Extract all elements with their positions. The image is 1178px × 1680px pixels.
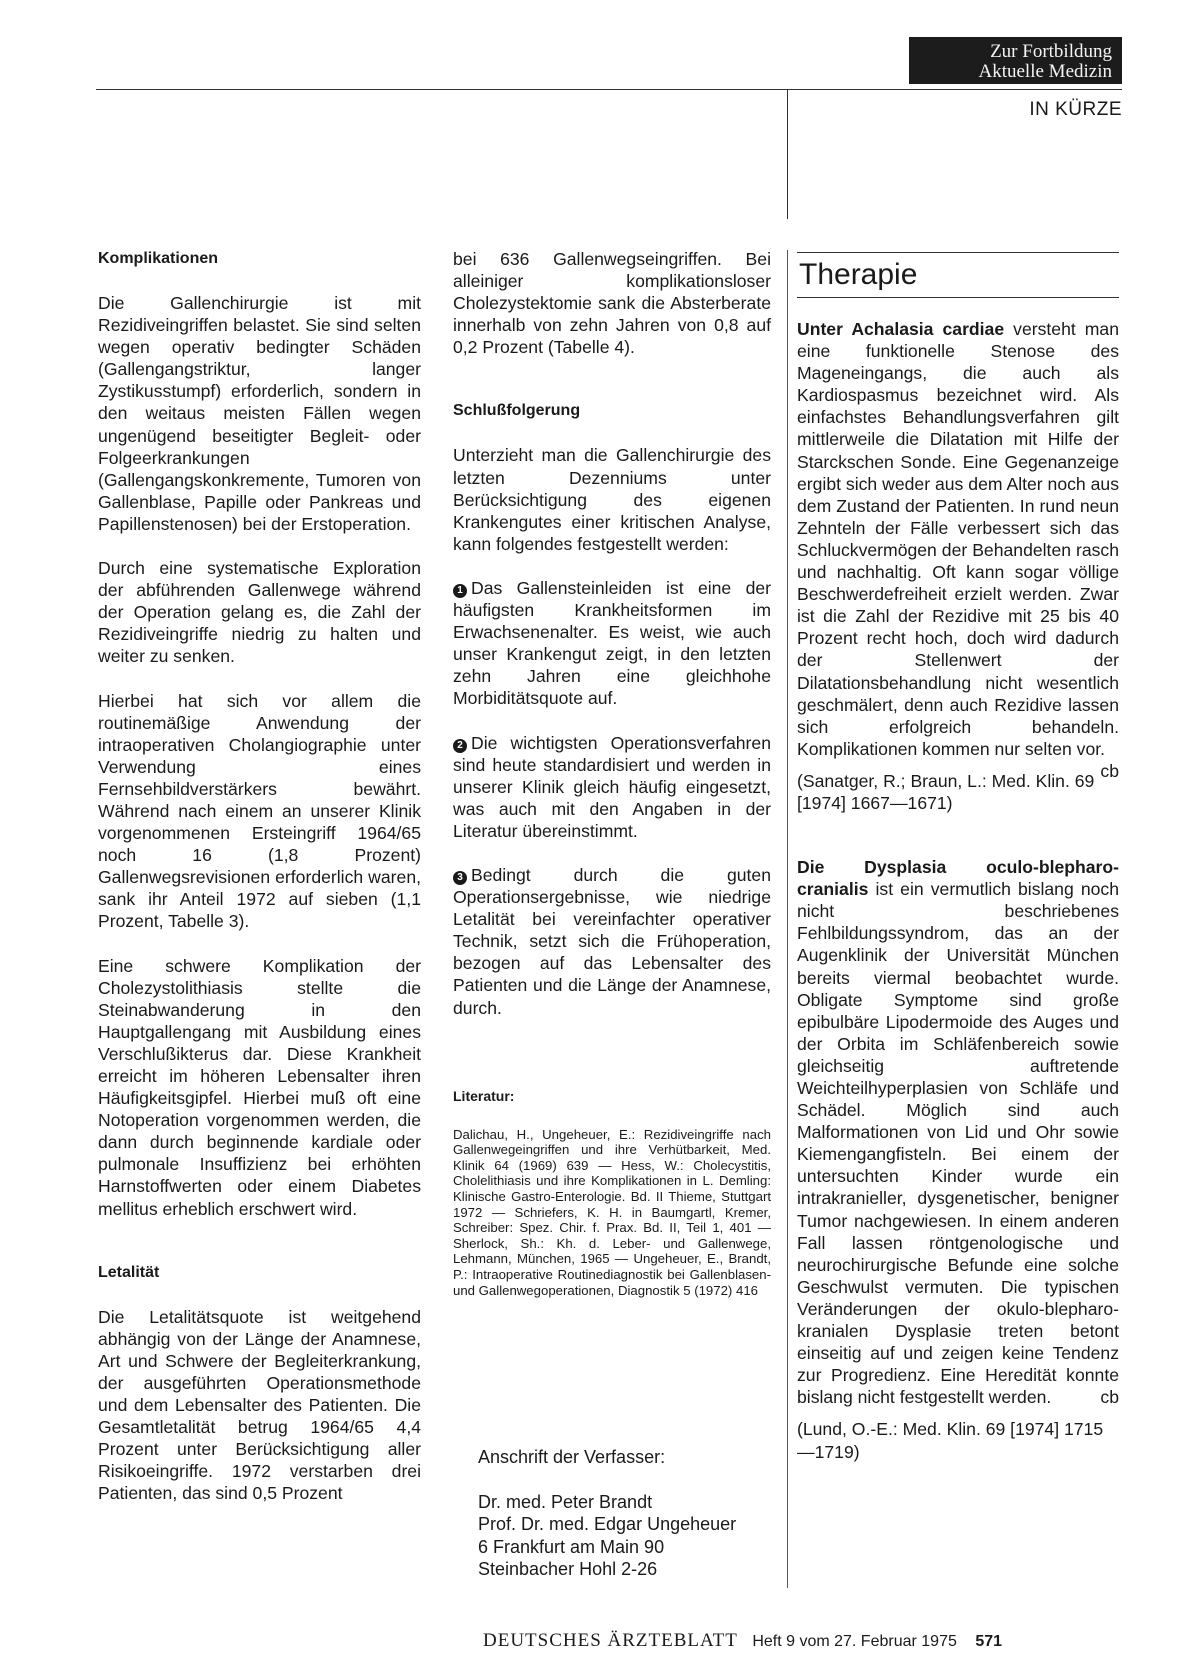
article-reference: (Lund, O.-E.: Med. Klin. 69 [1974] 1715—1719) <box>797 1419 1104 1462</box>
author-address <box>478 1446 778 1581</box>
column-2 <box>453 248 771 1298</box>
therapie-rule-top <box>797 252 1119 253</box>
address-line: Dr. med. Peter Brandt <box>478 1491 653 1512</box>
literature-block <box>453 1127 771 1299</box>
heading-komplikationen: Komplikationen <box>98 250 219 267</box>
paragraph: Hierbei hat sich vor allem die routinemäßige Anwendung der intraoperativen Cholangiographie unter Verwendung eines Fernsehbildverstärkers bewährt. Während nach einem an unserer Klinik vorgenommenen Ersteingriff 1964/65 noch 16 (1,8 Prozent) Gallenwegsrevisionen erforderlich waren, sank ihr Anteil 1972 auf sieben (1,1 Prozent, Tabelle 3). <box>98 690 421 932</box>
column-divider <box>787 250 788 1588</box>
top-vertical-rule <box>787 89 788 219</box>
article-lead: Die Dysplasia oculo-blepharo-cranialis <box>797 857 1119 900</box>
address-line: Steinbacher Hohl 2-26 <box>478 1559 658 1579</box>
heading-letalitaet: Letalität <box>98 1263 160 1281</box>
article-lead: Unter Achalasia cardiae <box>797 319 1005 339</box>
article-dysplasia: Die Dysplasia oculo-blepharo-cranialis ist ein vermutlich bislang noch nicht beschriebenes Fehlbildungssyndrom, das an der Augenklinik der Universität München bereits viermal beobachtet wurde. Obligate Symptome sind große epibulbäre Lipodermoide des Auges und der Orbita im Schläfenbereich sowie gleichseitig auftretende Weichteilhyperplasien von Schläfe und Schädel. Möglich sind auch Malformationen von Lid und Ohr sowie Kiemengangfisteln. Bei einem der untersuchten Kinder wurde ein intrakranieller, dysgenetischer, benigner Tumor nachgewiesen. In einem anderen Fall lassen röntgenologische und neurochirurgische Befunde eine solche Geschwulst vermuten. Die typischen Veränderungen der okulo-blepharo-kranialen Dysplasie treten betont einseitig auf und zeigen keine Tendenz zur Progredienz. Eine Heredität konnte bislang nicht festgestellt werden. cb <box>797 857 1119 1408</box>
top-rule <box>96 89 1122 90</box>
page-footer <box>483 1630 1123 1652</box>
number-1-icon: 1 <box>453 584 467 598</box>
author-sig: cb <box>1100 1387 1119 1408</box>
numbered-point-2: 2 Die wichtigsten Operationsverfahren sind heute standardisiert und werden in unserer Klinik gleich häufig eingesetzt, was auch mit den Angaben in der Literatur übereinstimmt. <box>453 732 771 841</box>
section-title-therapie: Therapie <box>799 258 918 291</box>
numbered-point-1: 1 Das Gallensteinleiden ist eine der häufigsten Krankheitsformen im Erwachsenenalter. Es weist, wie auch unser Krankengut zeigt, in den letzten zehn Jahren eine gleichhohe Morbiditätsquote auf. <box>453 577 771 709</box>
rubric-line-2: Aktuelle Medizin <box>978 61 1112 82</box>
journal-name: DEUTSCHES ÄRZTEBLATT <box>483 1630 738 1651</box>
page-number: 571 <box>975 1633 1003 1650</box>
column-1 <box>98 248 421 1505</box>
address-line: Prof. Dr. med. Edgar Ungeheuer <box>478 1514 737 1534</box>
address-label: Anschrift der Verfasser: <box>478 1447 666 1467</box>
numbered-point-3: 3 Bedingt durch die guten Operationsergebnisse, wie niedrige Letalität bei vereinfachter operativer Technik, setzt sich die Frühoperation, bezogen auf das Lebensalter des Patienten und die Länge der Anamnese, durch. <box>453 864 771 1018</box>
author-sig: cb <box>1100 760 1119 781</box>
literature-text: Dalichau, H., Ungeheuer, E.: Rezidiveingriffe nach Gallenwegeingriffen und ihre Verhütbarkeit, Med. Klinik 64 (1969) 639 — Hess, W.: Cholecystitis, Cholelithiasis und ihre Komplikationen in L. Demling: Klinische Gastro-Enterologie. Bd. II Thieme, Stuttgart 1972 — Schriefers, K. H. in Baumgartl, Kremer, Schreiber: Spez. Chir. f. Prax. Bd. II, Teil 1, 401 — Sherlock, Sh.: Kh. d. Leber- und Gallenwege, Lehmann, München, 1965 — Ungeheuer, E., Brandt, P.: Intraoperative Routinediagnostik bei Gallenblasen- und Gallenwegoperationen, Diagnostik 5 (1972) 416 <box>453 1126 771 1298</box>
address-line: 6 Frankfurt am Main 90 <box>478 1536 665 1557</box>
rubric-box <box>909 37 1122 84</box>
heading-literatur: Literatur: <box>453 1087 515 1104</box>
heading-schlussfolgerung: Schlußfolgerung <box>453 402 581 420</box>
number-3-icon: 3 <box>453 871 467 885</box>
paragraph: Die Letalitätsquote ist weitgehend abhängig von der Länge der Anamnese, Art und Schwere der Begleiterkrankung, der ausgeführten Operationsmethode und dem Lebensalter des Patienten. Die Gesamtletalität betrug 1964/65 4,4 Prozent unter Berücksichtigung aller Risikoeingriffe. 1972 verstarben drei Patienten, das sind 0,5 Prozent <box>98 1306 421 1504</box>
paragraph: Unterzieht man die Gallenchirurgie des letzten Dezenniums unter Berücksichtigung des eigenen Krankengutes einer kritischen Analyse, kann folgendes festgestellt werden: <box>453 445 771 554</box>
article-achalasia: Unter Achalasia cardiae versteht man eine funktionelle Stenose des Mageneingangs, die auch als Kardiospasmus bezeichnet wird. Als einfachstes Behandlungsverfahren gilt mittlerweile die Dilatation mit Hilfe der Starckschen Sonde. Eine Gegenanzeige ergibt sich weder aus dem Alter noch aus dem Zustand der Patienten. In rund neun Zehnteln der Fälle verbessert sich das Schluckvermögen der Behandelten rasch und nachhaltig. Oft kann sogar völlige Beschwerdefreiheit erzielt werden. Zwar ist die Zahl der Rezidive mit 25 bis 40 Prozent recht hoch, doch wird dadurch der Stellenwert der Dilatationsbehandlung nicht wesentlich geschmälert, denn auch Rezidive lassen sich erfolgreich behandeln. Komplikationen kommen nur selten vor. cb <box>797 319 1119 781</box>
column-3 <box>797 318 1119 1463</box>
paragraph: Die Gallenchirurgie ist mit Rezidiveingriffen belastet. Sie sind selten wegen operativ bedingter Schäden (Gallengangstriktur, langer Zystikusstumpf) erforderlich, sondern in den weitaus meisten Fällen wegen ungenügend beseitigter Begleit- oder Folgeerkrankungen (Gallengangskonkremente, Tumoren von Gallenblase, Papille oder Pankreas und Papillenstenosen) bei der Erstoperation. <box>98 293 421 534</box>
issue-info: Heft 9 vom 27. Februar 1975 <box>752 1633 957 1650</box>
article-reference: (Sanatger, R.; Braun, L.: Med. Klin. 69 [1974] 1667—1671) <box>797 770 1095 813</box>
rubric-line-1: Zur Fortbildung <box>990 41 1112 62</box>
paragraph: Eine schwere Komplikation der Cholezystolithiasis stellte die Steinabwanderung in den Hauptgallengang mit Ausbildung eines Verschlußikterus dar. Diese Krankheit erreicht im höheren Lebensalter ihren Häufigkeitsgipfel. Hierbei muß oft eine Notoperation vorgenommen werden, die dann durch beginnende kardiale oder pulmonale Insuffizienz bei erhöhten Harnstoffwerten oder einem Diabetes mellitus erheblich erschwert wird. <box>98 955 421 1219</box>
paragraph: bei 636 Gallenwegseingriffen. Bei alleiniger komplikationsloser Cholezystektomie sank die Absterberate innerhalb von zehn Jahren von 0,8 auf 0,2 Prozent (Tabelle 4). <box>453 249 771 358</box>
therapie-rule-bottom <box>797 297 1119 298</box>
section-tag: IN KÜRZE <box>1029 99 1122 120</box>
paragraph: Durch eine systematische Exploration der abführenden Gallenwege während der Operation gelang es, die Zahl der Rezidiveingriffe niedrig zu halten und weiter zu senken. <box>98 558 421 667</box>
number-2-icon: 2 <box>453 739 467 753</box>
